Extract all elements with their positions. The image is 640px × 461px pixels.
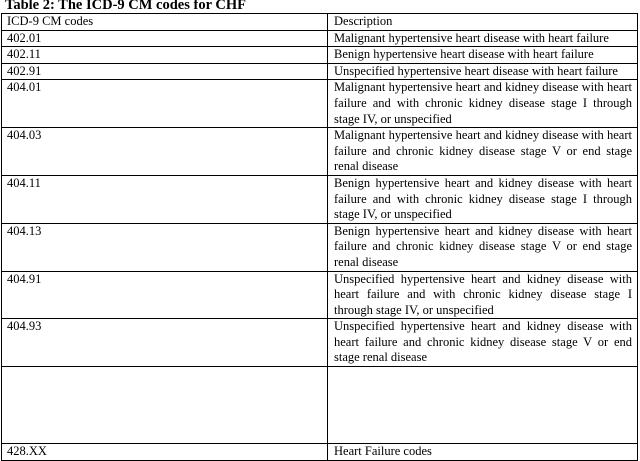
table-row bbox=[2, 128, 638, 176]
table-caption: Table 2: The ICD-9 CM codes for CHF bbox=[5, 0, 246, 13]
code-cell: 404.11 bbox=[2, 175, 328, 223]
column-header-description: Description bbox=[328, 14, 638, 31]
table-header-row bbox=[2, 14, 638, 31]
description-cell: Unspecified hypertensive heart and kidney disease with heart failure and chronic kidney disease stage V or end stage renal disease bbox=[328, 319, 638, 367]
column-header-code: ICD-9 CM codes bbox=[2, 14, 328, 31]
table-row bbox=[2, 271, 638, 319]
table-row bbox=[2, 80, 638, 128]
code-cell: 404.03 bbox=[2, 128, 328, 176]
description-cell: Benign hypertensive heart and kidney disease with heart failure and chronic kidney disease stage V or end stage renal disease bbox=[328, 223, 638, 271]
description-cell: Malignant hypertensive heart and kidney disease with heart failure and chronic kidney disease stage V or end stage renal disease bbox=[328, 128, 638, 176]
table-row bbox=[2, 30, 638, 47]
table-row bbox=[2, 175, 638, 223]
description-cell: Benign hypertensive heart disease with heart failure bbox=[328, 47, 638, 64]
table-row bbox=[2, 47, 638, 64]
table-row bbox=[2, 444, 638, 461]
table-row bbox=[2, 63, 638, 80]
description-cell: Heart Failure codes bbox=[328, 444, 638, 461]
code-cell: 404.13 bbox=[2, 223, 328, 271]
code-cell: 404.91 bbox=[2, 271, 328, 319]
description-cell: Unspecified hypertensive heart and kidney disease with heart failure and with chronic kidney disease stage I through stage IV, or unspecified bbox=[328, 271, 638, 319]
description-cell bbox=[328, 367, 638, 444]
code-cell: 404.93 bbox=[2, 319, 328, 367]
code-cell bbox=[2, 367, 328, 444]
icd-codes-table bbox=[1, 13, 638, 461]
code-cell: 404.01 bbox=[2, 80, 328, 128]
description-cell: Unspecified hypertensive heart disease with heart failure bbox=[328, 63, 638, 80]
empty-table-row bbox=[2, 367, 638, 444]
description-cell: Malignant hypertensive heart and kidney disease with heart failure and with chronic kidney disease stage I through stage IV, or unspecified bbox=[328, 80, 638, 128]
code-cell: 402.91 bbox=[2, 63, 328, 80]
code-cell: 402.11 bbox=[2, 47, 328, 64]
code-cell: 402.01 bbox=[2, 30, 328, 47]
code-cell: 428.XX bbox=[2, 444, 328, 461]
table-row bbox=[2, 319, 638, 367]
description-cell: Benign hypertensive heart and kidney disease with heart failure and with chronic kidney disease stage I through stage IV, or unspecified bbox=[328, 175, 638, 223]
description-cell: Malignant hypertensive heart disease with heart failure bbox=[328, 30, 638, 47]
table-row bbox=[2, 223, 638, 271]
